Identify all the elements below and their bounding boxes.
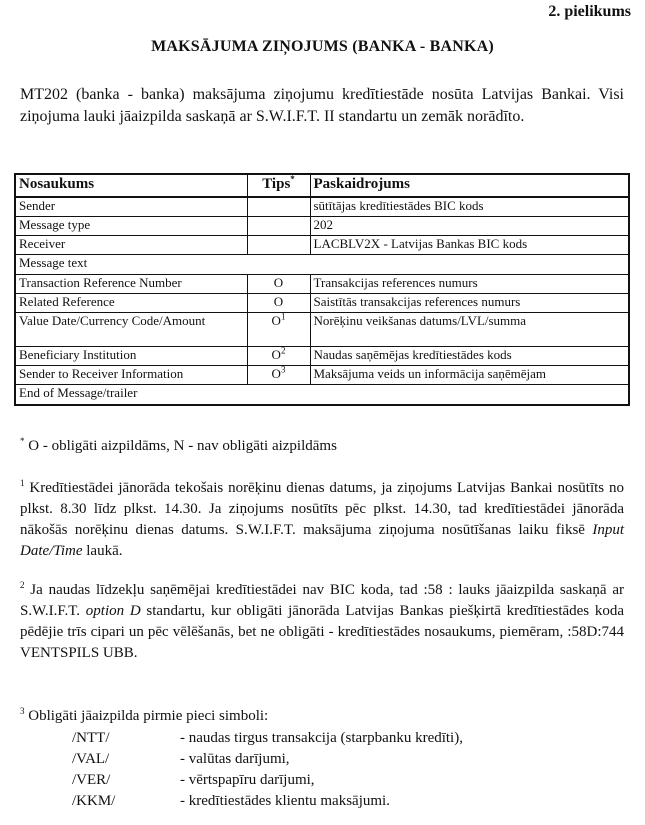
table-header-row bbox=[15, 174, 629, 197]
code: /NTT/ bbox=[72, 730, 110, 746]
field-type: $O^2$ bbox=[247, 346, 310, 365]
field-name: Beneficiary Institution bbox=[15, 346, 247, 365]
table-section-row bbox=[15, 384, 629, 405]
footnote-1: $^1$ Kredītiestādei jānorāda tekošais norēķinu dienas datums, ja ziņojums Latvijas Bankai nosūtīts no plkst. 8.30 līdz plkst. 14.30. Ja ziņojums nosūtīts pēc plkst. 14.30, tad kredītiestādei jānorāda nākošās norēķinu dienas datums. S.W.I.F.T. maksājuma ziņojuma nosūtīšanas laiku fiksē Input Date/Time laukā. bbox=[20, 478, 625, 559]
field-description: Transakcijas references numurs bbox=[310, 274, 629, 293]
table-row bbox=[15, 312, 629, 346]
list-item bbox=[72, 770, 463, 791]
end-of-message-label: End of Message/trailer bbox=[15, 384, 629, 405]
field-type: O bbox=[247, 274, 310, 293]
row-name: Receiver bbox=[15, 235, 247, 254]
header-name: Nosaukums bbox=[15, 174, 247, 197]
field-name: Value Date/Currency Code/Amount bbox=[15, 312, 247, 346]
list-item bbox=[72, 749, 463, 770]
code-description: - vērtspapīru darījumi, bbox=[180, 772, 315, 788]
message-text-label: Message text bbox=[15, 254, 629, 274]
field-description: Maksājuma veids un informācija saņēmējam bbox=[310, 365, 629, 384]
field-description: Naudas saņēmējas kredītiestādes kods bbox=[310, 346, 629, 365]
page-title: MAKSĀJUMA ZIŅOJUMS (BANKA - BANKA) bbox=[151, 38, 494, 55]
list-item bbox=[72, 791, 463, 812]
field-type: $O^3$ bbox=[247, 365, 310, 384]
field-description: Norēķinu veikšanas datums/LVL/summa bbox=[310, 312, 629, 346]
row-description: 202 bbox=[310, 216, 629, 235]
header-description: Paskaidrojums bbox=[310, 174, 629, 197]
field-name: Transaction Reference Number bbox=[15, 274, 247, 293]
field-description: Saistītās transakcijas references numurs bbox=[310, 293, 629, 312]
row-type bbox=[247, 235, 310, 254]
row-type bbox=[247, 197, 310, 216]
table-row bbox=[15, 346, 629, 365]
table-section-row bbox=[15, 254, 629, 274]
table-row bbox=[15, 235, 629, 254]
field-name: Sender to Receiver Information bbox=[15, 365, 247, 384]
code-description: - naudas tirgus transakcija (starpbanku kredīti), bbox=[180, 730, 463, 746]
list-item bbox=[72, 728, 463, 749]
table-row bbox=[15, 274, 629, 293]
table-row bbox=[15, 197, 629, 216]
code: /VER/ bbox=[72, 772, 111, 788]
row-description: sūtītājas kredītiestādes BIC kods bbox=[310, 197, 629, 216]
row-description: LACBLV2X - Latvijas Bankas BIC kods bbox=[310, 235, 629, 254]
row-type bbox=[247, 216, 310, 235]
code-description: - kredītiestādes klientu maksājumi. bbox=[180, 793, 390, 809]
footnote-star: * O - obligāti aizpildāms, N - nav obligāti aizpildāms bbox=[20, 436, 337, 454]
code-description: - valūtas darījumi, bbox=[180, 751, 290, 767]
row-name: Sender bbox=[15, 197, 247, 216]
transaction-code-list bbox=[72, 728, 463, 812]
header-type-mark: * bbox=[290, 174, 295, 184]
table-row bbox=[15, 365, 629, 384]
header-type: Tips* bbox=[247, 174, 310, 197]
code: /KKM/ bbox=[72, 793, 116, 809]
field-type: $O^1$ bbox=[247, 312, 310, 346]
code: /VAL/ bbox=[72, 751, 110, 767]
table-row bbox=[15, 293, 629, 312]
intro-paragraph: MT202 (banka - banka) maksājuma ziņojumu kredītiestāde nosūta Latvijas Bankai. Visi ziņojuma lauki jāaizpilda saskaņā ar S.W.I.F.T. II standartu un zemāk norādīto. bbox=[20, 86, 624, 125]
field-type: O bbox=[247, 293, 310, 312]
footnote-3: $^3$ Obligāti jāaizpilda pirmie pieci simboli: bbox=[20, 706, 269, 724]
field-name: Related Reference bbox=[15, 293, 247, 312]
appendix-label: 2. pielikums bbox=[548, 3, 631, 20]
footnote-2: $^2$ Ja naudas līdzekļu saņēmējai kredītiestādei nav BIC koda, tad :58 : lauks jāaizpilda saskaņā ar S.W.I.F.T. option D standartu, kur obligāti jānorāda Latvijas Bankas piešķirtā kredītiestādes koda pēdējie trīs cipari un pēc vēlēšanās, bet ne obligāti - kredītiestādes nosaukums, piemēram, :58D:744 VENTSPILS UBB. bbox=[20, 580, 625, 661]
message-fields-table bbox=[14, 173, 630, 406]
table-row bbox=[15, 216, 629, 235]
row-name: Message type bbox=[15, 216, 247, 235]
